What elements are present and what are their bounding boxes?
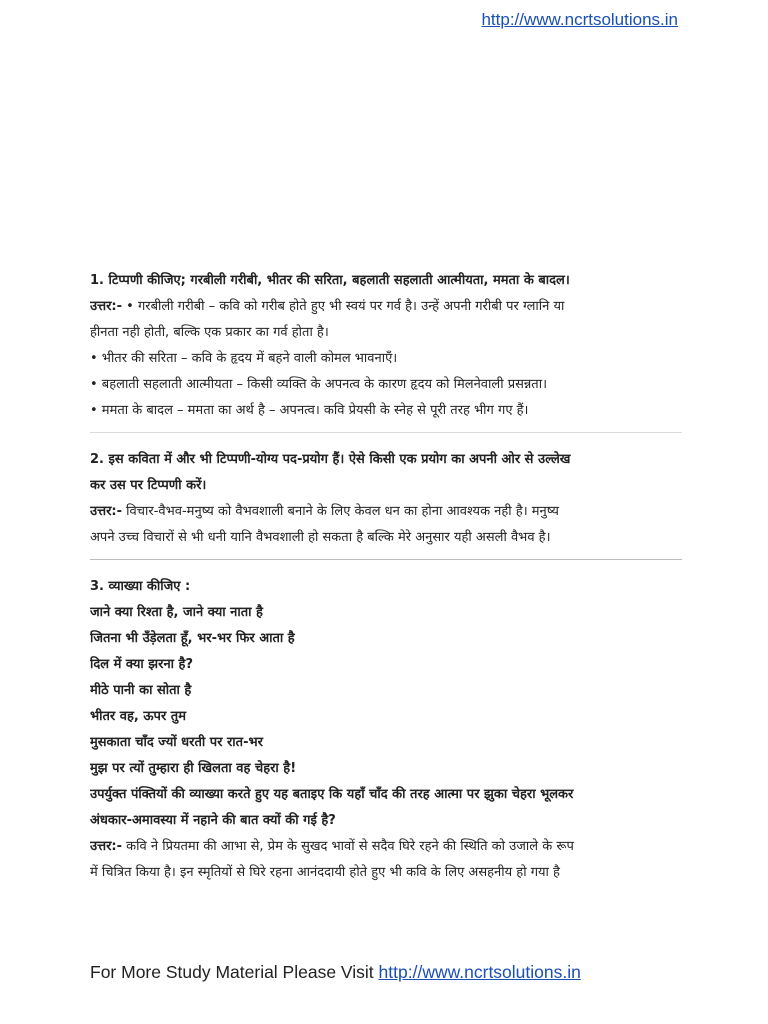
- question-3: [90, 574, 682, 886]
- header-link[interactable]: http://www.ncrtsolutions.in: [481, 10, 678, 29]
- footer: [90, 962, 581, 983]
- answer-1-bullet: • बहलाती सहलाती आत्मीयता – किसी व्यक्ति के अपनत्व के कारण हृदय को मिलनेवाली प्रसन्नता।: [90, 377, 548, 392]
- answer-1-bullet: • भीतर की सरिता – कवि के हृदय में बहने वाली कोमल भावनाएँ।: [90, 351, 398, 366]
- answer-2-continuation: अपने उच्च विचारों से भी धनी यानि वैभवशाली हो सकता है बल्कि मेरे अनुसार यही असली वैभव है।: [90, 530, 551, 545]
- question-3-subquestion: उपर्युक्त पंक्तियों की व्याख्या करते हुए यह बताइए कि यहाँ चाँद की तरह आत्मा पर झुका चेहरा भूलकर: [90, 787, 574, 802]
- answer-1-continuation: हीनता नही होती, बल्कि एक प्रकार का गर्व होता है।: [90, 325, 329, 340]
- answer-3-continuation: में चित्रित किया है। इन स्मृतियों से घिरे रहना आनंददायी होते हुए भी कवि के लिए असहनीय हो गया है: [90, 865, 560, 880]
- poem-excerpt: [90, 600, 682, 782]
- answer-3-text: कवि ने प्रियतमा की आभा से, प्रेम के सुखद भावों से सदैव घिरे रहने की स्थिति को उजाले के रूप: [122, 839, 574, 854]
- poem-line: मुसकाता चाँद ज्यों धरती पर रात-भर: [90, 735, 263, 750]
- answer-label: उत्तर:-: [90, 839, 123, 854]
- poem-line: जितना भी उँड़ेलता हूँ, भर-भर फिर आता है: [90, 631, 295, 646]
- poem-line: दिल में क्या झरना है?: [90, 657, 193, 672]
- answer-2-line: [90, 499, 682, 525]
- section-divider: [90, 432, 682, 433]
- document-body: [90, 268, 682, 886]
- question-2-text-continuation: कर उस पर टिप्पणी करें।: [90, 478, 207, 493]
- footer-link[interactable]: http://www.ncrtsolutions.in: [378, 962, 581, 982]
- question-3-subquestion-continuation: अंधकार-अमावस्या में नहाने की बात क्यों की गई है?: [90, 813, 336, 828]
- poem-line: मुझ पर त्यों तुम्हारा ही खिलता वह चेहरा है!: [90, 761, 297, 776]
- answer-2-text: विचार-वैभव-मनुष्य को वैभवशाली बनाने के लिए केवल धन का होना आवश्यक नही है। मनुष्य: [122, 504, 559, 519]
- footer-text: For More Study Material Please Visit: [90, 962, 379, 982]
- answer-1-bullet: • ममता के बादल – ममता का अर्थ है – अपनत्व। कवि प्रेयसी के स्नेह से पूरी तरह भीग गए हैं।: [90, 403, 529, 418]
- answer-1-line: [90, 294, 682, 320]
- poem-line: भीतर वह, ऊपर तुम: [90, 709, 186, 724]
- answer-label: उत्तर:-: [90, 504, 123, 519]
- poem-line: मीठे पानी का सोता है: [90, 683, 192, 698]
- answer-label: उत्तर:-: [90, 299, 123, 314]
- poem-line: जाने क्या रिश्ता है, जाने क्या नाता है: [90, 605, 263, 620]
- answer-3-line: [90, 834, 682, 860]
- question-2-text: 2. इस कविता में और भी टिप्पणी-योग्य पद-प्रयोग हैं। ऐसे किसी एक प्रयोग का अपनी ओर से उल्लेख: [90, 452, 571, 467]
- question-3-text: 3. व्याख्या कीजिए :: [90, 579, 191, 594]
- question-1-text: 1. टिप्पणी कीजिए; गरबीली गरीबी, भीतर की सरिता, बहलाती सहलाती आत्मीयता, ममता के बादल।: [90, 273, 570, 288]
- section-divider: [90, 559, 682, 560]
- answer-1-text: • गरबीली गरीबी – कवि को गरीब होते हुए भी स्वयं पर गर्व है। उन्हें अपनी गरीबी पर ग्लानि या: [122, 299, 565, 314]
- question-1: [90, 268, 682, 424]
- question-2: [90, 447, 682, 551]
